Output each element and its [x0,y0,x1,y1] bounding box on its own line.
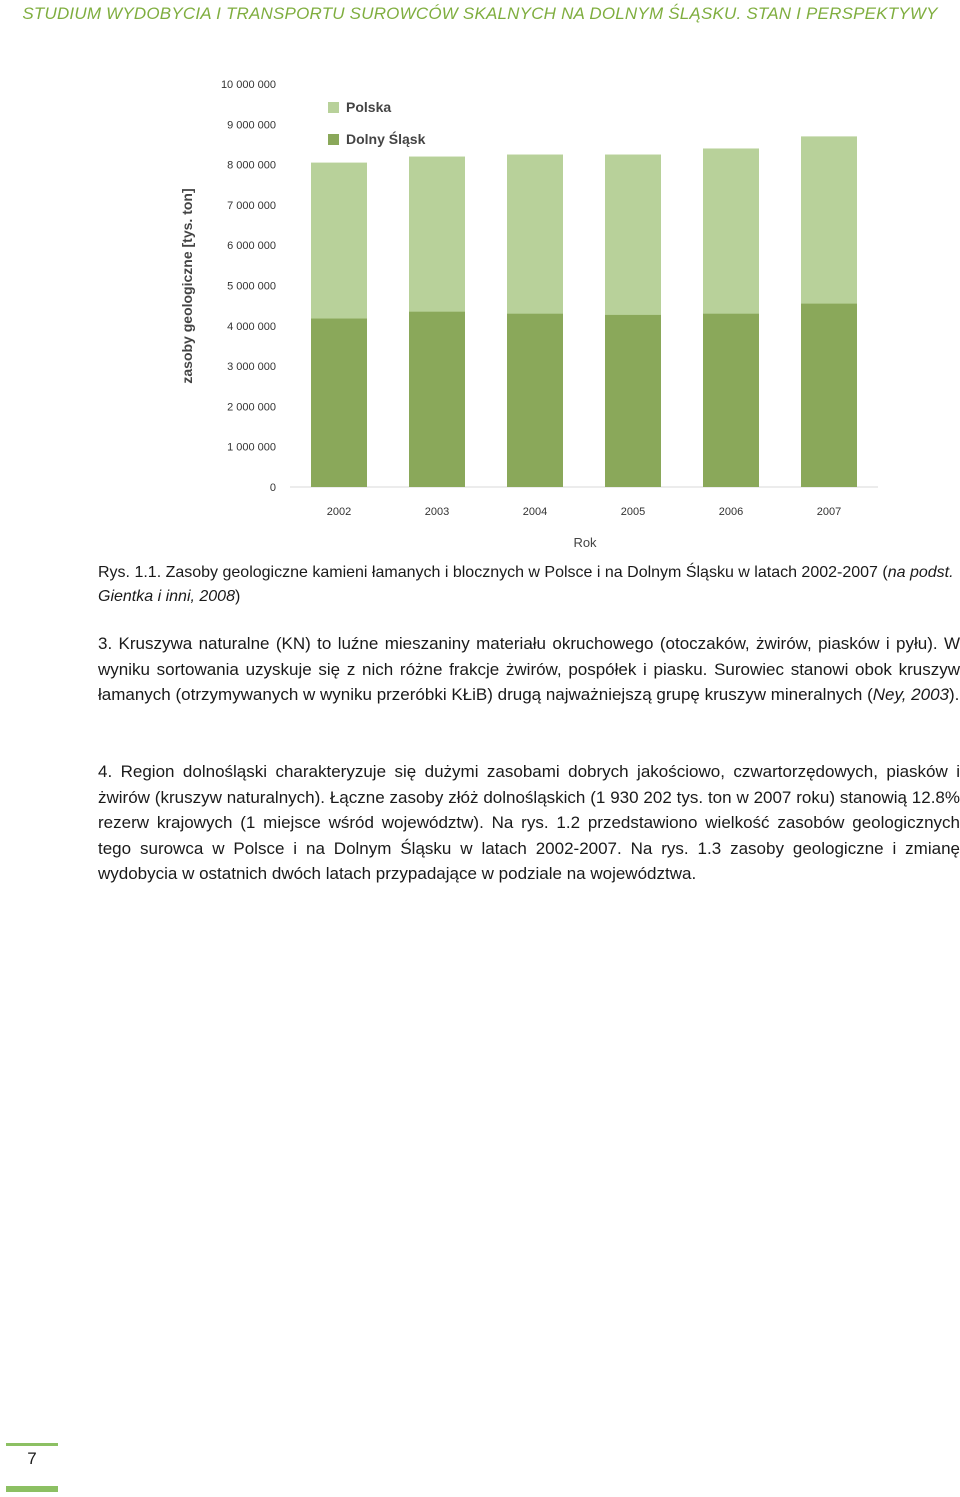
paragraph-3-text: 3. Kruszywa naturalne (KN) to luźne mieszaniny materiału okruchowego (otoczaków, żwirów, piasków i pyłu). W wyniku sortowania uzyskuje się z nich różne frakcje żwirów, pospółek i piasku. Surowiec stanowi obok kruszyw łamanych (otrzymywanych w wyniku przeróbki KŁiB) drugą najważniejszą grupę kruszyw mineralnych ( [98,634,960,704]
reserves-bar-chart [150,66,910,558]
y-tick-label: 10 000 000 [220,79,276,91]
y-tick-label: 8 000 000 [227,159,276,172]
page-number: 7 [27,1449,37,1468]
x-tick-label: 2005 [620,506,646,518]
y-axis-title: zasoby geologiczne [tys. ton] [179,188,195,384]
y-tick-label: 3 000 000 [227,361,276,374]
x-tick-label: 2003 [424,506,450,518]
bar-dolny-slask [409,312,465,487]
legend-label: Dolny Śląsk [346,131,426,147]
bar-dolny-slask [507,314,563,487]
y-tick-label: 0 [269,482,276,494]
paragraph-3-citation: Ney, 2003 [872,685,949,704]
page-number-rule-bottom [6,1486,58,1492]
bar-dolny-slask [605,315,661,487]
paragraph-3 [98,631,960,708]
y-tick-label: 7 000 000 [227,199,276,212]
y-tick-label: 2 000 000 [227,401,276,414]
bar-dolny-slask [703,314,759,487]
legend-swatch [328,134,339,145]
y-tick-label: 1 000 000 [227,441,276,454]
bar-dolny-slask [311,319,367,487]
x-axis-title: Rok [573,535,597,550]
paragraph-4: 4. Region dolnośląski charakteryzuje się dużymi zasobami dobrych jakościowo, czwartorzędowych, piasków i żwirów (kruszyw naturalnych). Łączne zasoby złóż dolnośląskich (1 930 202 tys. ton w 2007 roku) stanowią 12.8% rezerw krajowych (1 miejsce wśród województw). Na rys. 1.2 przedstawiono wielkość zasobów geologicznych tego surowca w Polsce i na Dolnym Śląsku w latach 2002-2007. Na rys. 1.3 zasoby geologiczne i zmianę wydobycia w ostatnich dwóch latach przypadające w podziale na województwa. [98,762,960,883]
y-tick-label: 4 000 000 [227,320,276,333]
caption-close: ) [234,588,241,605]
page-number-rule-top [6,1443,58,1446]
figure-caption [98,561,960,609]
caption-text: Rys. 1.1. Zasoby geologiczne kamieni łamanych i blocznych w Polsce i na Dolnym Śląsku w latach 2002-2007 ( [98,564,888,581]
y-tick-label: 5 000 000 [227,280,276,293]
bar-dolny-slask [801,304,857,487]
x-tick-label: 2004 [522,506,548,518]
running-header: STUDIUM WYDOBYCIA I TRANSPORTU SUROWCÓW SKALNYCH NA DOLNYM ŚLĄSKU. STAN I PERSPEKTYWY [22,4,938,23]
y-tick-label: 6 000 000 [227,240,276,253]
legend-label: Polska [346,99,392,115]
caption-source: na podst. Gientka i inni, 2008 [98,564,954,605]
x-tick-label: 2006 [718,506,744,518]
paragraph-3-end: ). [948,685,960,704]
x-tick-label: 2007 [816,506,842,518]
chart-svg [150,66,910,558]
x-tick-label: 2002 [326,506,352,518]
legend-swatch [328,102,339,113]
y-tick-label: 9 000 000 [227,119,276,132]
